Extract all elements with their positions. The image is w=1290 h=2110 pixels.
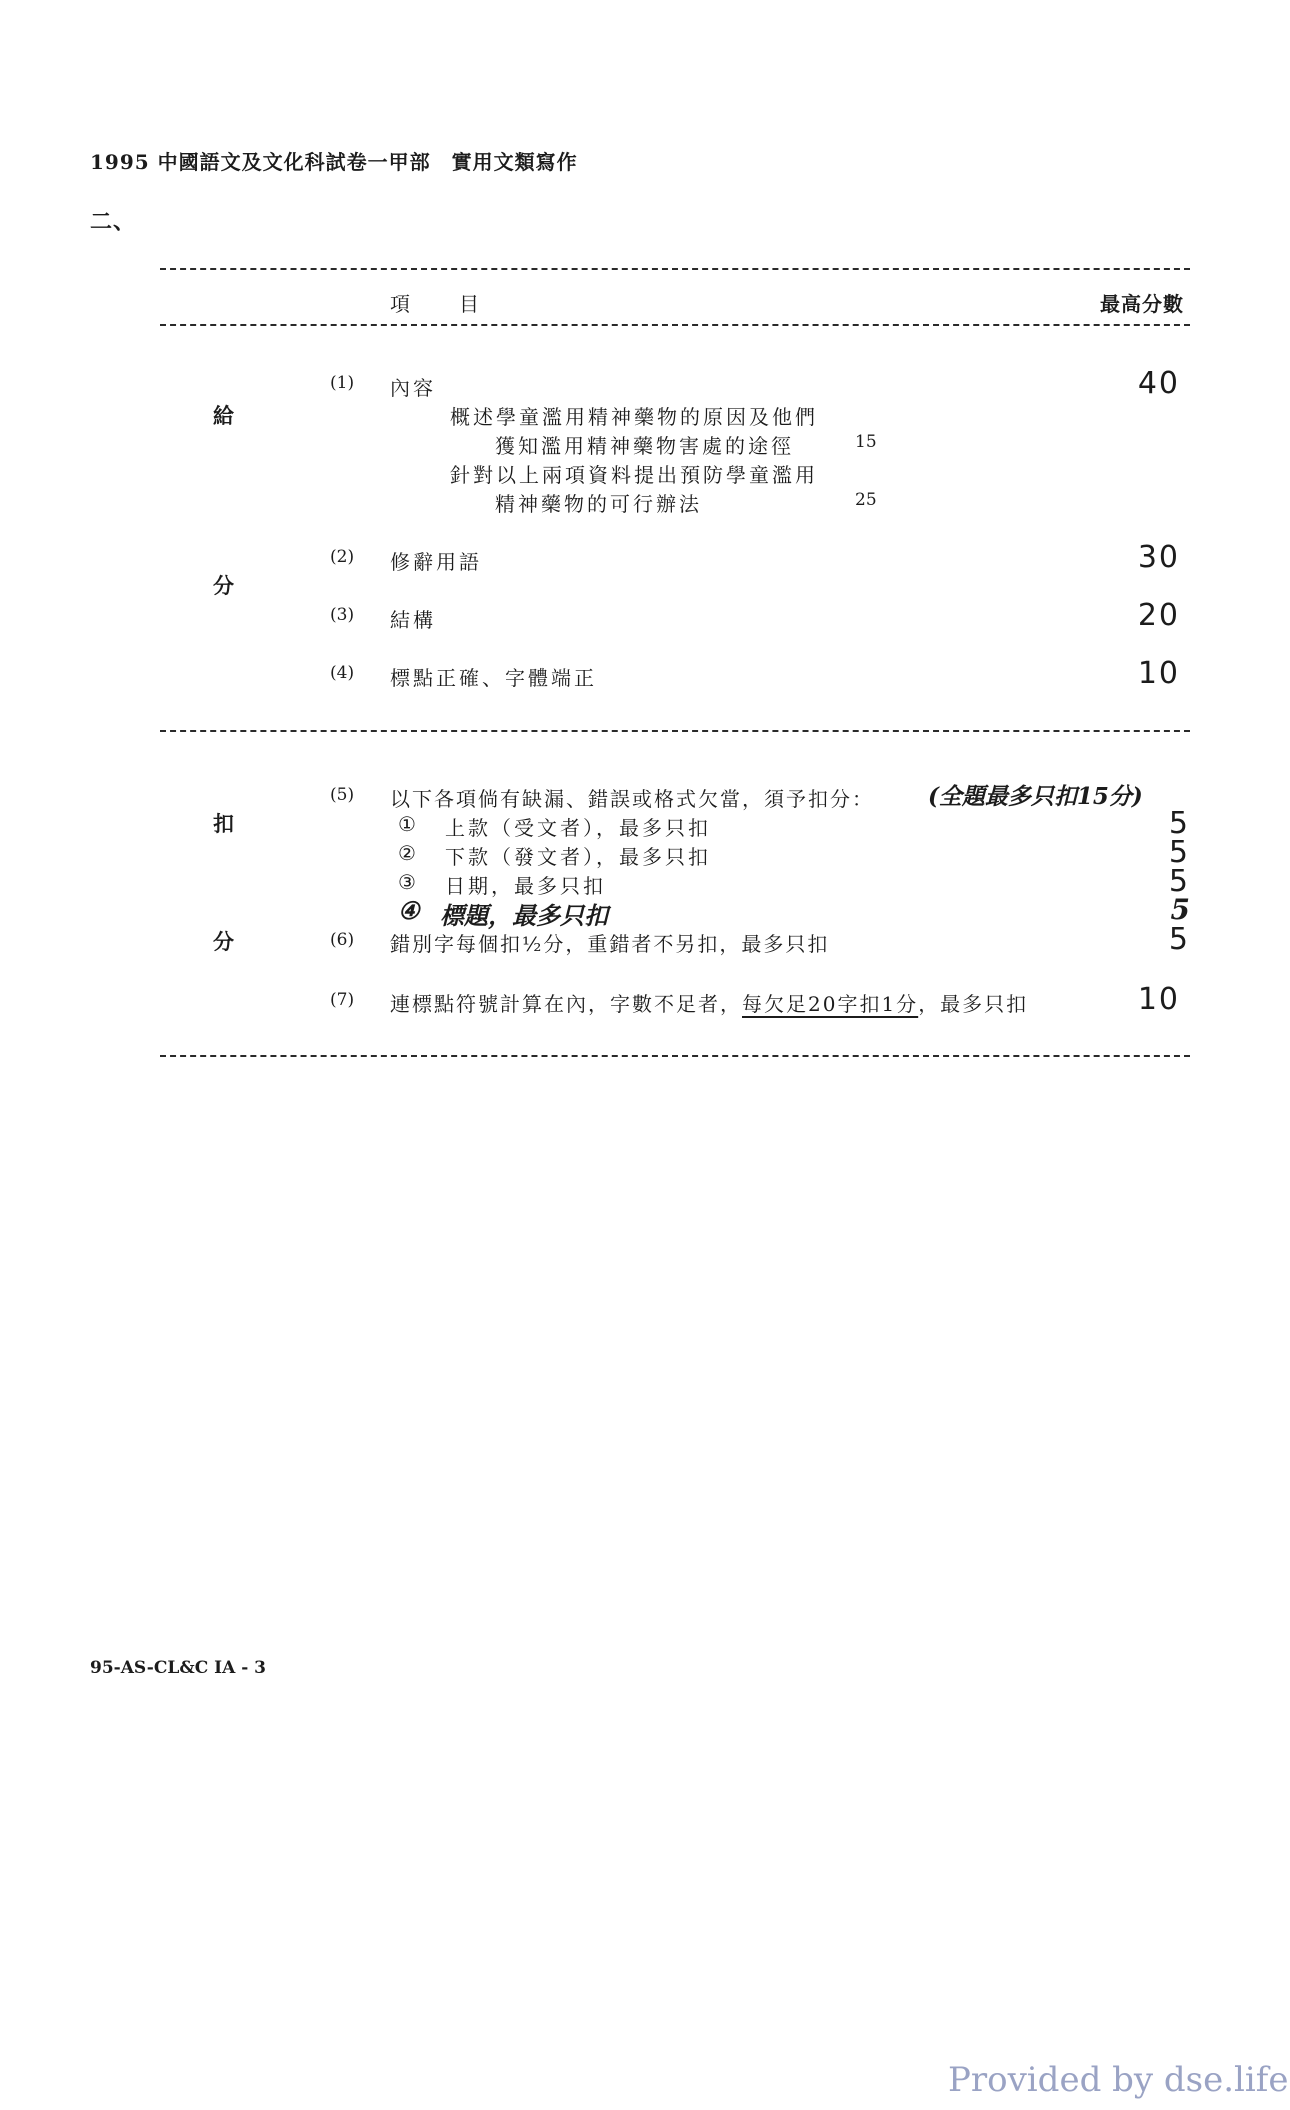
handwritten-note: (全題最多只扣15分) <box>928 783 1143 810</box>
sub-max-score: 5 <box>1168 835 1190 870</box>
content-sub-a-line1: 概述學童濫用精神藥物的原因及他們 <box>450 405 818 429</box>
content-sub-b-score: 25 <box>855 490 877 510</box>
deduct-label-top: 扣 <box>213 811 234 836</box>
page-code: 95-AS-CL&C IA - 3 <box>90 1658 267 1678</box>
item7-text <box>390 988 1028 1017</box>
item7-text-underlined: 每欠足20字扣1分 <box>742 992 919 1016</box>
sub-mark: ③ <box>398 870 419 894</box>
item-number: (1) <box>330 373 355 393</box>
item-label: 修辭用語 <box>390 550 482 574</box>
item-label: 內容 <box>390 376 436 400</box>
item-number: (6) <box>330 930 355 950</box>
item-number: (3) <box>330 605 355 625</box>
item-max-score: 20 <box>1137 598 1180 633</box>
item7-text-a: 連標點符號計算在內，字數不足者， <box>390 992 742 1016</box>
item7-max-score: 10 <box>1137 982 1180 1017</box>
sub-text: 下款（發文者），最多只扣 <box>445 845 711 869</box>
sub-max-score: 5 <box>1168 864 1190 899</box>
item5-text: 以下各項倘有缺漏、錯誤或格式欠當，須予扣分： <box>390 787 874 811</box>
content-sub-a-score: 15 <box>855 432 877 452</box>
header-bottom-rule <box>160 324 1190 326</box>
section-number: 二、 <box>90 209 137 235</box>
table-top-rule <box>160 268 1190 270</box>
item7-text-c: ，最多只扣 <box>918 992 1029 1016</box>
section-divider-rule <box>160 730 1190 732</box>
item-number: (7) <box>330 990 355 1010</box>
award-label-top: 給 <box>213 403 234 428</box>
item-label: 結構 <box>390 608 436 632</box>
sub-mark: ① <box>398 812 419 836</box>
column-header-max-score: 最高分數 <box>1100 292 1184 316</box>
item-number: (5) <box>330 785 355 805</box>
item-max-score: 10 <box>1137 656 1180 691</box>
sub-mark: ② <box>398 841 419 865</box>
content-sub-b-line2: 精神藥物的可行辦法 <box>495 492 702 516</box>
item-number: (2) <box>330 547 355 567</box>
content-sub-b-line1: 針對以上兩項資料提出預防學童濫用 <box>450 463 818 487</box>
sub-mark: ④ <box>398 896 420 925</box>
item-max-score: 30 <box>1137 540 1180 575</box>
deduct-label-bottom: 分 <box>213 929 234 954</box>
column-header-item: 項 目 <box>390 292 482 316</box>
sub-text-handwritten: 標題，最多只扣 <box>440 901 608 930</box>
item6-max-score: 5 <box>1168 922 1190 957</box>
content-sub-a-line2: 獲知濫用精神藥物害處的途徑 <box>495 434 794 458</box>
item6-text: 錯別字每個扣½分，重錯者不另扣，最多只扣 <box>390 932 830 956</box>
sub-text: 日期，最多只扣 <box>445 874 606 898</box>
item-label: 標點正確、字體端正 <box>390 666 597 690</box>
award-label-bottom: 分 <box>213 573 234 598</box>
watermark: Provided by dse.life <box>948 2060 1289 2100</box>
table-bottom-rule <box>160 1055 1190 1057</box>
sub-max-score: 5 <box>1170 893 1190 926</box>
item-number: (4) <box>330 663 355 683</box>
page-title: 1995 中國語文及文化科試卷一甲部 實用文類寫作 <box>90 150 578 174</box>
sub-text: 上款（受文者），最多只扣 <box>445 816 711 840</box>
item-max-score: 40 <box>1137 366 1180 401</box>
sub-max-score: 5 <box>1168 806 1190 841</box>
